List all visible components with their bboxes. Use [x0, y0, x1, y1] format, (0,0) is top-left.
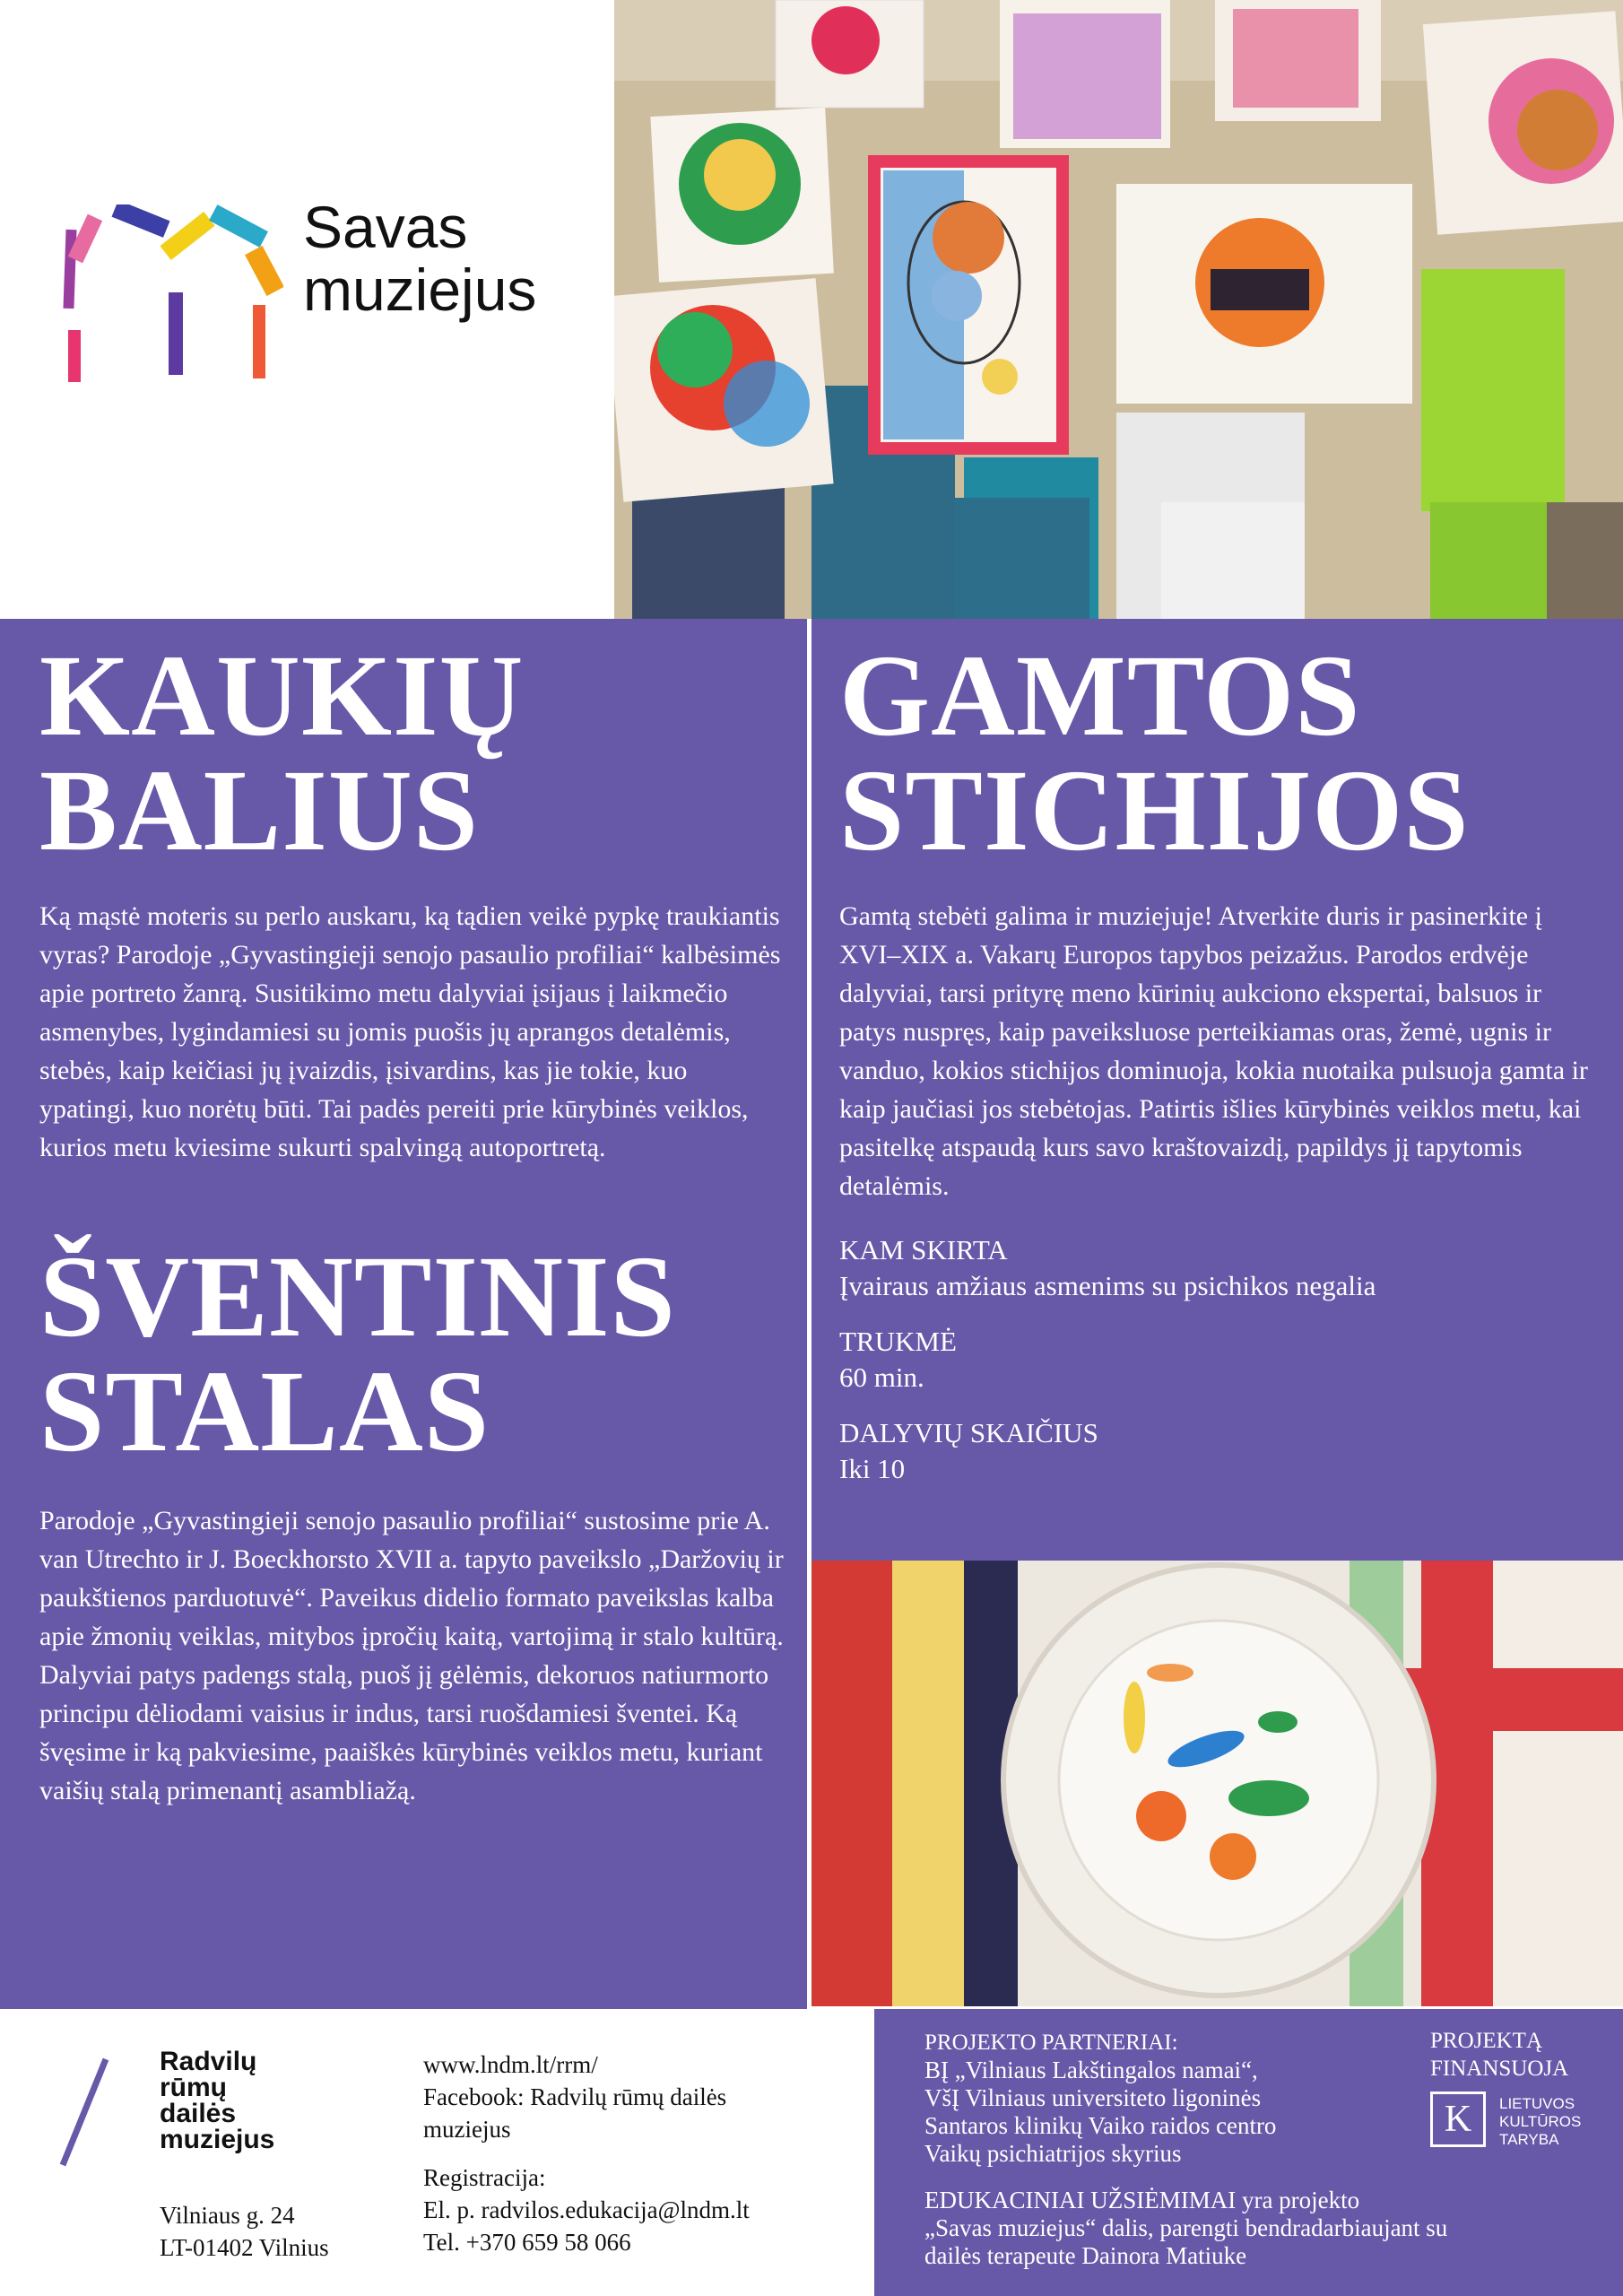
funded-by-label [1430, 2027, 1568, 2083]
museum-line3: dailės [160, 2099, 237, 2128]
partner-item: VšĮ Vilniaus universiteto ligoninės [924, 2084, 1262, 2111]
info-block [839, 1232, 1601, 1487]
edu-line2: „Savas muziejus“ dalis, parengti bendradarbiaujant su [924, 2214, 1448, 2241]
title-line2: STALAS [39, 1347, 490, 1476]
edu-line3: dailės terapeute Dainora Matiuke [924, 2242, 1247, 2269]
address-line2: LT-01402 Vilnius [160, 2234, 329, 2261]
council-line1: LIETUVOS [1499, 2095, 1575, 2112]
museum-line1: Radvilų [160, 2047, 257, 2076]
registration-label: Registracija: [423, 2164, 546, 2191]
duration-value: 60 min. [839, 1361, 924, 1393]
section-title [39, 1232, 784, 1476]
slash-logo-icon [54, 2054, 117, 2170]
target-label: KAM SKIRTA [839, 1234, 1008, 1265]
edu-bold: EDUKACINIAI UŽSIĖMIMAI [924, 2187, 1237, 2213]
children-drawings-photo [614, 0, 1623, 619]
section-title [39, 631, 784, 875]
edu-rest: yra projekto [1236, 2187, 1360, 2213]
museum-line4: muziejus [160, 2125, 275, 2154]
culture-council-logo-icon: K [1430, 2092, 1486, 2147]
footer-partners-panel [874, 2009, 1623, 2296]
website-link[interactable]: www.lndm.lt/rrm/ [423, 2051, 598, 2078]
partners-label: PROJEKTO PARTNERIAI: [924, 2031, 1178, 2055]
council-line3: TARYBA [1499, 2131, 1559, 2148]
facebook-link[interactable]: Facebook: Radvilų rūmų dailės [423, 2083, 727, 2110]
title-line1: KAUKIŲ [39, 631, 525, 761]
children-drawings-illustration [614, 0, 1623, 619]
duration-label: TRUKMĖ [839, 1326, 957, 1357]
culture-council-name [1499, 2095, 1581, 2149]
section-title [839, 631, 1601, 875]
section-kaukiu-balius [39, 631, 784, 1167]
footer-left [0, 2009, 874, 2296]
savas-muziejus-logo-icon [59, 204, 283, 384]
funded-line2: FINANSUOJA [1430, 2057, 1569, 2081]
title-line1: ŠVENTINIS [39, 1232, 676, 1361]
participants-value: Iki 10 [839, 1453, 906, 1484]
funded-line1: PROJEKTĄ [1430, 2029, 1543, 2053]
contacts [423, 2048, 863, 2258]
museum-logo-text [160, 2048, 274, 2152]
edu-line1 [924, 2187, 1615, 2214]
edu-note [924, 2187, 1615, 2270]
council-line2: KULTŪROS [1499, 2113, 1582, 2130]
title-line1: GAMTOS [839, 631, 1361, 761]
address [160, 2199, 329, 2264]
partners-list [924, 2057, 1276, 2168]
phone-link[interactable]: Tel. +370 659 58 066 [423, 2229, 631, 2256]
title-line2: STICHIJOS [839, 746, 1470, 875]
logo-line2: muziejus [303, 257, 537, 323]
logo-line1: Savas [303, 194, 468, 260]
section-gamtos-stichijos [839, 631, 1601, 1487]
museum-line2: rūmų [160, 2073, 227, 2102]
title-line2: BALIUS [39, 746, 480, 875]
email-link[interactable]: El. p. radvilos.edukacija@lndm.lt [423, 2196, 750, 2223]
participants-label: DALYVIŲ SKAIČIUS [839, 1417, 1098, 1448]
section-body: Parodoje „Gyvastingieji senojo pasaulio profiliai“ sustosime prie A. van Utrechto ir J. Boeckhorsto XVII a. tapyto paveikslo „Daržovių ir paukštienos parduotuvė“. Paveikus didelio formato paveikslas kalba apie žmonių veiklas, mitybos įpročių kaitą, vartojimą ir stalo kultūrą. Dalyviai patys padengs stalą, puoš jį gėlėmis, dekoruos natiurmorto principu dėliodami vaisius ir indus, tarsi ruošdamiesi šventei. Ką švęsime ir ką pakviesime, paaiškės kūrybinės veiklos metu, kuriant vaišių stalą primenantį asambliažą. [39, 1506, 784, 1805]
section-sventinis-stalas [39, 1232, 784, 1810]
paper-plate-illustration [812, 1561, 1623, 2006]
logo-area [0, 0, 614, 619]
logo-wordmark [303, 196, 536, 321]
paper-plate-photo [812, 1561, 1623, 2006]
address-line1: Vilniaus g. 24 [160, 2202, 295, 2229]
facebook-link-line2[interactable]: muziejus [423, 2116, 511, 2143]
target-value: Įvairaus amžiaus asmenims su psichikos negalia [839, 1270, 1376, 1301]
section-body: Ką mąstė moteris su perlo auskaru, ką tądien veikė pypkę traukiantis vyras? Parodoje „Gyvastingieji senojo pasaulio profiliai“ kalbėsimės apie portreto žanrą. Susitikimo metu dalyviai įsijaus į laikmečio asmenybes, lygindamiesi su jomis puošis jų aprangos detalėmis, stebės, kaip keičiasi jų įvaizdis, įsivardins, kas jie tokie, kuo ypatingi, kuo norėtų būti. Tai padės pereiti prie kūrybinės veiklos, kurios metu kviesime sukurti spalvingą autoportretą. [39, 901, 781, 1162]
section-body: Gamtą stebėti galima ir muziejuje! Atverkite duris ir pasinerkite į XVI–XIX a. Vakarų Europos tapybos peizažus. Parodos erdvėje dalyviai, tarsi prityrę meno kūrinių aukciono ekspertai, balsuos ir patys nuspręs, kaip paveiksluose perteikiamas oras, žemė, ugnis ir vanduo, kokios stichijos dominuoja, kokia nuotaika pulsuoja gamta ir kaip jaučiasi jos stebėtojas. Patirtis išlies kūrybinės veiklos metu, kai pasitelkę atspaudą kurs savo kraštovaizdį, papildys jį tapytomis detalėmis. [839, 901, 1588, 1201]
partner-item: BĮ „Vilniaus Lakštingalos namai“, [924, 2057, 1258, 2083]
partner-item: Santaros klinikų Vaiko raidos centro [924, 2112, 1277, 2139]
partner-item: Vaikų psichiatrijos skyrius [924, 2140, 1182, 2167]
